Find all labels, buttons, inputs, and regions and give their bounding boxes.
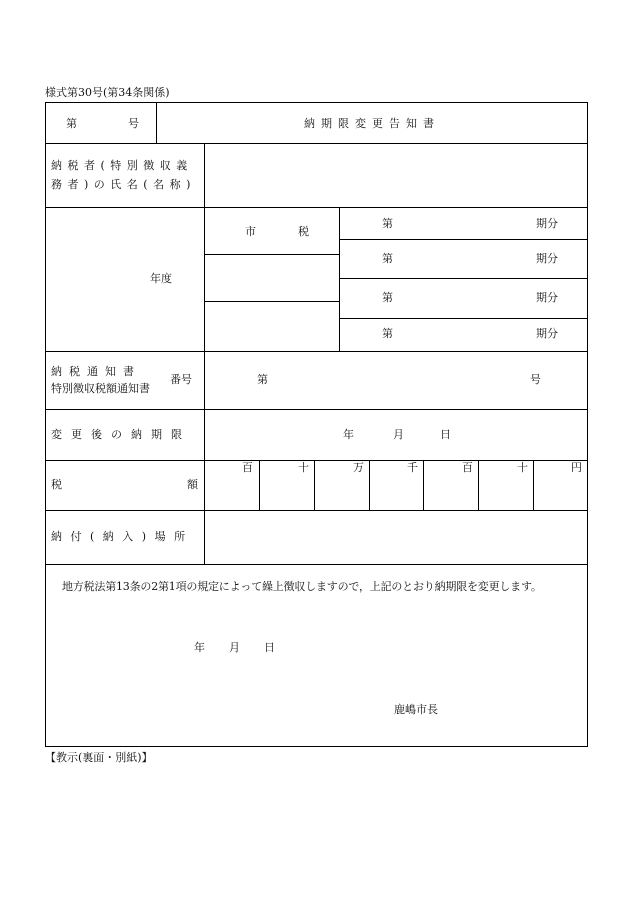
tax-notice-label: 納税通知書 — [51, 365, 141, 378]
installment-4-suffix: 期分 — [536, 327, 558, 340]
payment-place-label: 納付(納入)場所 — [51, 530, 194, 543]
special-collection-notice-label: 特別徴収税額通知書 — [51, 382, 150, 395]
tax-type-field-3[interactable] — [210, 305, 334, 345]
new-deadline-label: 変更後の納期限 — [51, 428, 191, 441]
legal-statement: 地方税法第13条の2第1項の規定によって繰上徴収しますので，上記のとおり納期限を変更します。 — [62, 580, 542, 593]
unit-ten-thousand-ten: 十 — [298, 461, 309, 474]
notice-number-field-suffix: 号 — [530, 373, 541, 386]
tax-type-field-2[interactable] — [210, 258, 334, 296]
installment-4-prefix: 第 — [382, 327, 393, 340]
statement-date-month: 月 — [229, 641, 240, 654]
unit-yen: 円 — [571, 461, 582, 474]
document-title: 納期限変更告知書 — [304, 117, 440, 130]
taxpayer-name-field[interactable] — [210, 150, 582, 202]
notice-number-prefix: 第 — [66, 117, 77, 130]
mayor-signature-line: 鹿嶋市長 — [394, 703, 438, 716]
statement-date-day: 日 — [264, 641, 275, 654]
unit-thousand: 千 — [407, 461, 418, 474]
statement-date-year: 年 — [194, 641, 205, 654]
deadline-year-unit: 年 — [343, 428, 354, 441]
form-number-label: 様式第30号(第34条関係) — [45, 86, 170, 99]
installment-2-suffix: 期分 — [536, 252, 558, 265]
installment-2-prefix: 第 — [382, 252, 393, 265]
taxpayer-label-line1: 納税者(特別徴収義 — [51, 159, 193, 172]
installment-1-suffix: 期分 — [536, 217, 558, 230]
unit-ten-thousand: 万 — [353, 461, 364, 474]
unit-hundred-thousand: 百 — [242, 461, 253, 474]
taxpayer-label-line2: 務者)の氏名(名称) — [51, 178, 196, 191]
notice-number-suffix: 号 — [128, 117, 139, 130]
tax-amount-label-left: 税 — [51, 478, 62, 491]
deadline-month-unit: 月 — [393, 428, 404, 441]
city-tax-label: 市税 — [245, 225, 351, 238]
notice-number-field-prefix: 第 — [257, 373, 268, 386]
fiscal-year-label: 年度 — [150, 272, 172, 285]
number-label: 番号 — [170, 373, 192, 386]
installment-3-prefix: 第 — [382, 291, 393, 304]
tax-amount-label-right: 額 — [187, 478, 198, 491]
unit-hundred: 百 — [462, 461, 473, 474]
installment-3-suffix: 期分 — [536, 291, 558, 304]
payment-place-field[interactable] — [210, 515, 582, 559]
unit-ten: 十 — [517, 461, 528, 474]
instruction-note: 【教示(裏面・別紙)】 — [45, 751, 153, 764]
deadline-day-unit: 日 — [440, 428, 451, 441]
installment-1-prefix: 第 — [382, 217, 393, 230]
